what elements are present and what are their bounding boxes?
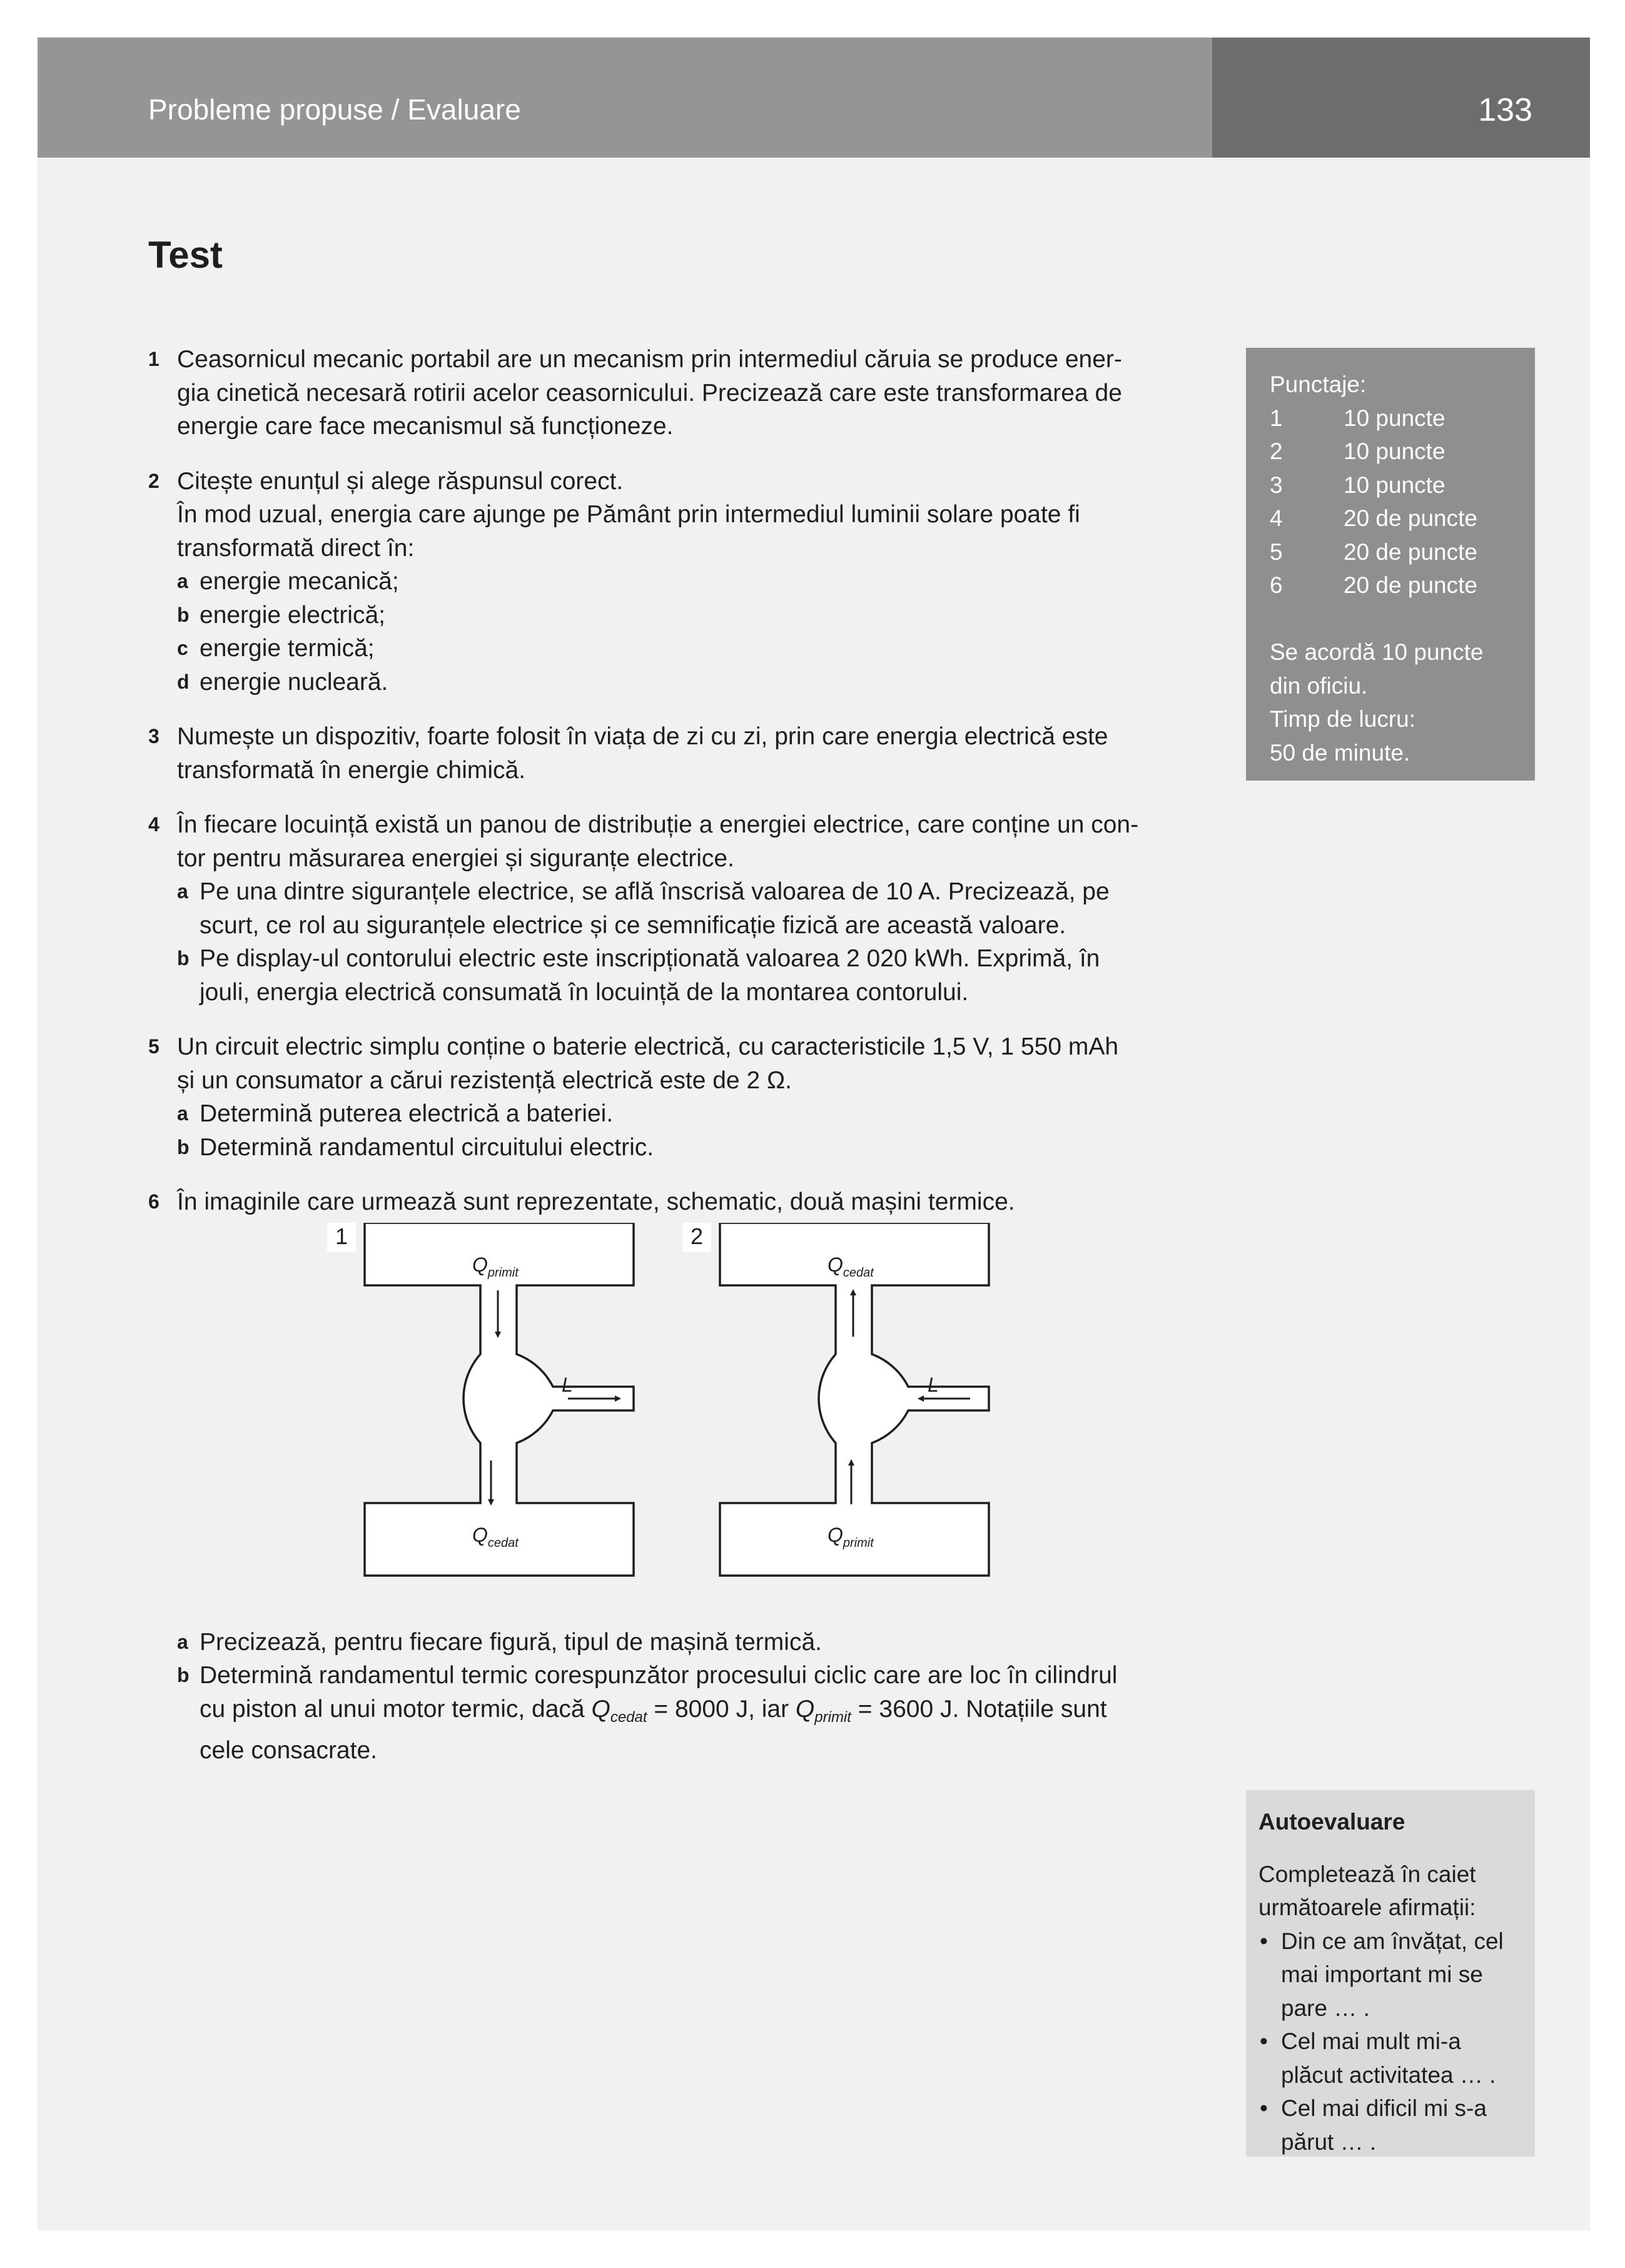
option-label: b: [177, 603, 190, 626]
text-line: și un consumator a cărui rezistență electrică este de 2 Ω.: [177, 1066, 792, 1094]
diagram-1: [327, 1223, 634, 1576]
question-text: [177, 808, 1180, 875]
sub-question-a: [177, 1626, 1180, 1659]
question-text: [177, 343, 1180, 443]
text-line: • Din ce am învățat, cel: [1281, 1928, 1504, 1954]
text-line: Pe una dintre siguranțele electrice, se află înscrisă valoarea de 10 A. Precizează, pe: [200, 878, 1110, 905]
score-points: 10 puncte: [1344, 438, 1445, 464]
text-line: transformată în energie chimică.: [177, 756, 526, 784]
option-text: energie mecanică;: [200, 568, 399, 595]
text-line: gia cinetică necesară rotirii acelor ceasornicului. Precizează care este transformarea de: [177, 379, 1122, 407]
page-number: 133: [1478, 92, 1532, 128]
question-text: [177, 720, 1180, 787]
text-line: tor pentru măsurarea energiei și siguranțe electrice.: [177, 844, 734, 872]
spacer: [1270, 602, 1511, 636]
text-line: energie care face mecanismul să funcționeze.: [177, 413, 674, 440]
question-number: 1: [148, 348, 159, 370]
text-line: pare … .: [1281, 1995, 1370, 2021]
text-line: transformată direct în:: [177, 534, 415, 562]
text-line: părut … .: [1281, 2129, 1377, 2155]
q-symbol: Q: [472, 1523, 488, 1546]
score-question-number: 6: [1270, 572, 1283, 598]
answer-option: [177, 565, 1180, 599]
q-subscript: cedat: [843, 1265, 874, 1280]
text-line: Pe display-ul contorului electric este inscripționată valoarea 2 020 kWh. Exprimă, în: [200, 945, 1100, 972]
self-evaluation-item: [1258, 2025, 1522, 2092]
sub-text: Determină puterea electrică a bateriei.: [200, 1100, 614, 1127]
header-title: Probleme propuse / Evaluare: [148, 93, 521, 126]
q-symbol: Q: [828, 1523, 843, 1546]
answer-option: [177, 599, 1180, 632]
score-points: 10 puncte: [1344, 405, 1445, 431]
question-5: [148, 1030, 1180, 1164]
option-text: energie termică;: [200, 635, 375, 662]
figure-2-label: 2: [690, 1223, 704, 1249]
answer-option: [177, 632, 1180, 666]
score-row: [1270, 435, 1511, 468]
text-fragment: = 3600 J. Notațiile sunt: [851, 1695, 1107, 1723]
score-points: 20 de puncte: [1344, 572, 1477, 598]
score-row: [1270, 468, 1511, 502]
q-symbol: Q: [472, 1253, 488, 1276]
question-text: [177, 465, 1180, 565]
self-evaluation-item: [1258, 1925, 1522, 2025]
score-title: Punctaje:: [1270, 372, 1367, 397]
test-title: Test: [148, 234, 223, 276]
text-line: Ceasornicul mecanic portabil are un mecanism prin intermediul căruia se produce ener-: [177, 346, 1122, 373]
work-label: L: [928, 1373, 939, 1396]
q-symbol: Q: [591, 1695, 610, 1723]
question-6: [148, 1185, 1180, 1768]
text-line: plăcut activitatea … .: [1281, 2062, 1496, 2088]
heat-engine-diagrams: [327, 1223, 1046, 1598]
sub-label: b: [177, 947, 190, 969]
header-page-number-block: [1212, 38, 1590, 158]
question-number: 2: [148, 469, 159, 492]
score-row: [1270, 535, 1511, 569]
work-label: L: [562, 1373, 573, 1396]
question-number: 4: [148, 813, 159, 836]
q-subscript: cedat: [487, 1536, 519, 1550]
sub-label: a: [177, 1630, 188, 1653]
score-note: din oficiu.: [1270, 672, 1368, 699]
text-fragment: cu piston al unui motor termic, dacă: [200, 1695, 592, 1723]
score-note: 50 de minute.: [1270, 739, 1410, 766]
text-line: Numește un dispozitiv, foarte folosit în viața de zi cu zi, prin care energia electrică este: [177, 723, 1108, 750]
answer-option: [177, 666, 1180, 699]
self-evaluation-item: [1258, 2092, 1522, 2159]
diagram-2: [682, 1223, 989, 1576]
question-number: 5: [148, 1035, 159, 1058]
question-text: [177, 1030, 1180, 1097]
sub-label: b: [177, 1664, 190, 1686]
sub-question-a: [177, 875, 1180, 942]
text-line: Citește enunțul și alege răspunsul corect.: [177, 467, 624, 495]
q-symbol: Q: [795, 1695, 815, 1723]
sub-question-b: [177, 1131, 1180, 1165]
score-points: 20 de puncte: [1344, 539, 1477, 565]
score-question-number: 4: [1270, 505, 1283, 531]
option-text: energie electrică;: [200, 601, 385, 629]
text-line-with-formula: [200, 1693, 1180, 1734]
score-question-number: 5: [1270, 539, 1283, 565]
score-row: [1270, 569, 1511, 602]
question-4: [148, 808, 1180, 1009]
option-text: energie nucleară.: [200, 668, 388, 696]
self-evaluation-intro: Completează în caiet: [1258, 1861, 1476, 1887]
heat-engine-svg: [327, 1223, 1046, 1598]
score-points: 10 puncte: [1344, 472, 1445, 498]
q-subscript: primit: [814, 1708, 851, 1726]
self-evaluation-intro: următoarele afirmații:: [1258, 1895, 1476, 1920]
score-question-number: 3: [1270, 472, 1283, 498]
text-line: cele consacrate.: [200, 1737, 377, 1764]
text-line: scurt, ce rol au siguranțele electrice și ce semnificație fizică are această valoare.: [200, 911, 1066, 939]
text-line: jouli, energia electrică consumată în locuință de la montarea contorului.: [200, 978, 969, 1006]
self-evaluation-title: Autoevaluare: [1258, 1809, 1405, 1835]
sub-label: a: [177, 880, 188, 903]
question-text: În imaginile care urmează sunt reprezentate, schematic, două mașini termice.: [177, 1188, 1015, 1215]
question-number: 6: [148, 1190, 159, 1213]
text-line: Determină randamentul termic corespunzător procesului ciclic care are loc în cilindrul: [200, 1662, 1118, 1689]
option-label: a: [177, 570, 188, 592]
sub-text: Determină randamentul circuitului electric.: [200, 1133, 654, 1161]
text-line: În fiecare locuință există un panou de distribuție a energiei electrice, care conține un con-: [177, 811, 1139, 838]
question-2: [148, 465, 1180, 699]
score-question-number: 2: [1270, 438, 1283, 464]
sub-question-b: [177, 1659, 1180, 1768]
sub-question-a: [177, 1097, 1180, 1131]
option-label: d: [177, 670, 190, 693]
score-row: [1270, 502, 1511, 535]
text-line: Un circuit electric simplu conține o baterie electrică, cu caracteristicile 1,5 V, 1 550 mAh: [177, 1033, 1119, 1060]
sub-text: Precizează, pentru fiecare figură, tipul de mașină termică.: [200, 1628, 822, 1656]
option-label: c: [177, 637, 188, 659]
text-line: mai important mi se: [1281, 1962, 1483, 1987]
q-symbol: Q: [828, 1253, 843, 1276]
q-subscript: primit: [843, 1536, 874, 1550]
score-note: Timp de lucru:: [1270, 706, 1416, 732]
sub-label: b: [177, 1135, 190, 1158]
sub-question-b: [177, 942, 1180, 1009]
score-note: Se acordă 10 puncte: [1270, 639, 1484, 665]
q-subscript: primit: [487, 1265, 519, 1280]
score-question-number: 1: [1270, 405, 1283, 431]
questions-column: [148, 343, 1180, 1768]
question-3: [148, 720, 1180, 787]
text-fragment: = 8000 J, iar: [647, 1695, 796, 1723]
text-line: În mod uzual, energia care ajunge pe Pământ prin intermediul luminii solare poate fi: [177, 501, 1080, 528]
text-line: • Cel mai mult mi-a: [1281, 2028, 1461, 2054]
score-box: [1246, 348, 1535, 781]
question-1: [148, 343, 1180, 443]
q-subscript: cedat: [610, 1708, 647, 1726]
score-points: 20 de puncte: [1344, 505, 1477, 531]
question-number: 3: [148, 725, 159, 747]
score-row: [1270, 402, 1511, 435]
text-line: • Cel mai dificil mi s-a: [1281, 2095, 1487, 2121]
sub-label: a: [177, 1102, 188, 1125]
self-evaluation-box: [1246, 1790, 1535, 2157]
figure-1-label: 1: [335, 1223, 348, 1249]
